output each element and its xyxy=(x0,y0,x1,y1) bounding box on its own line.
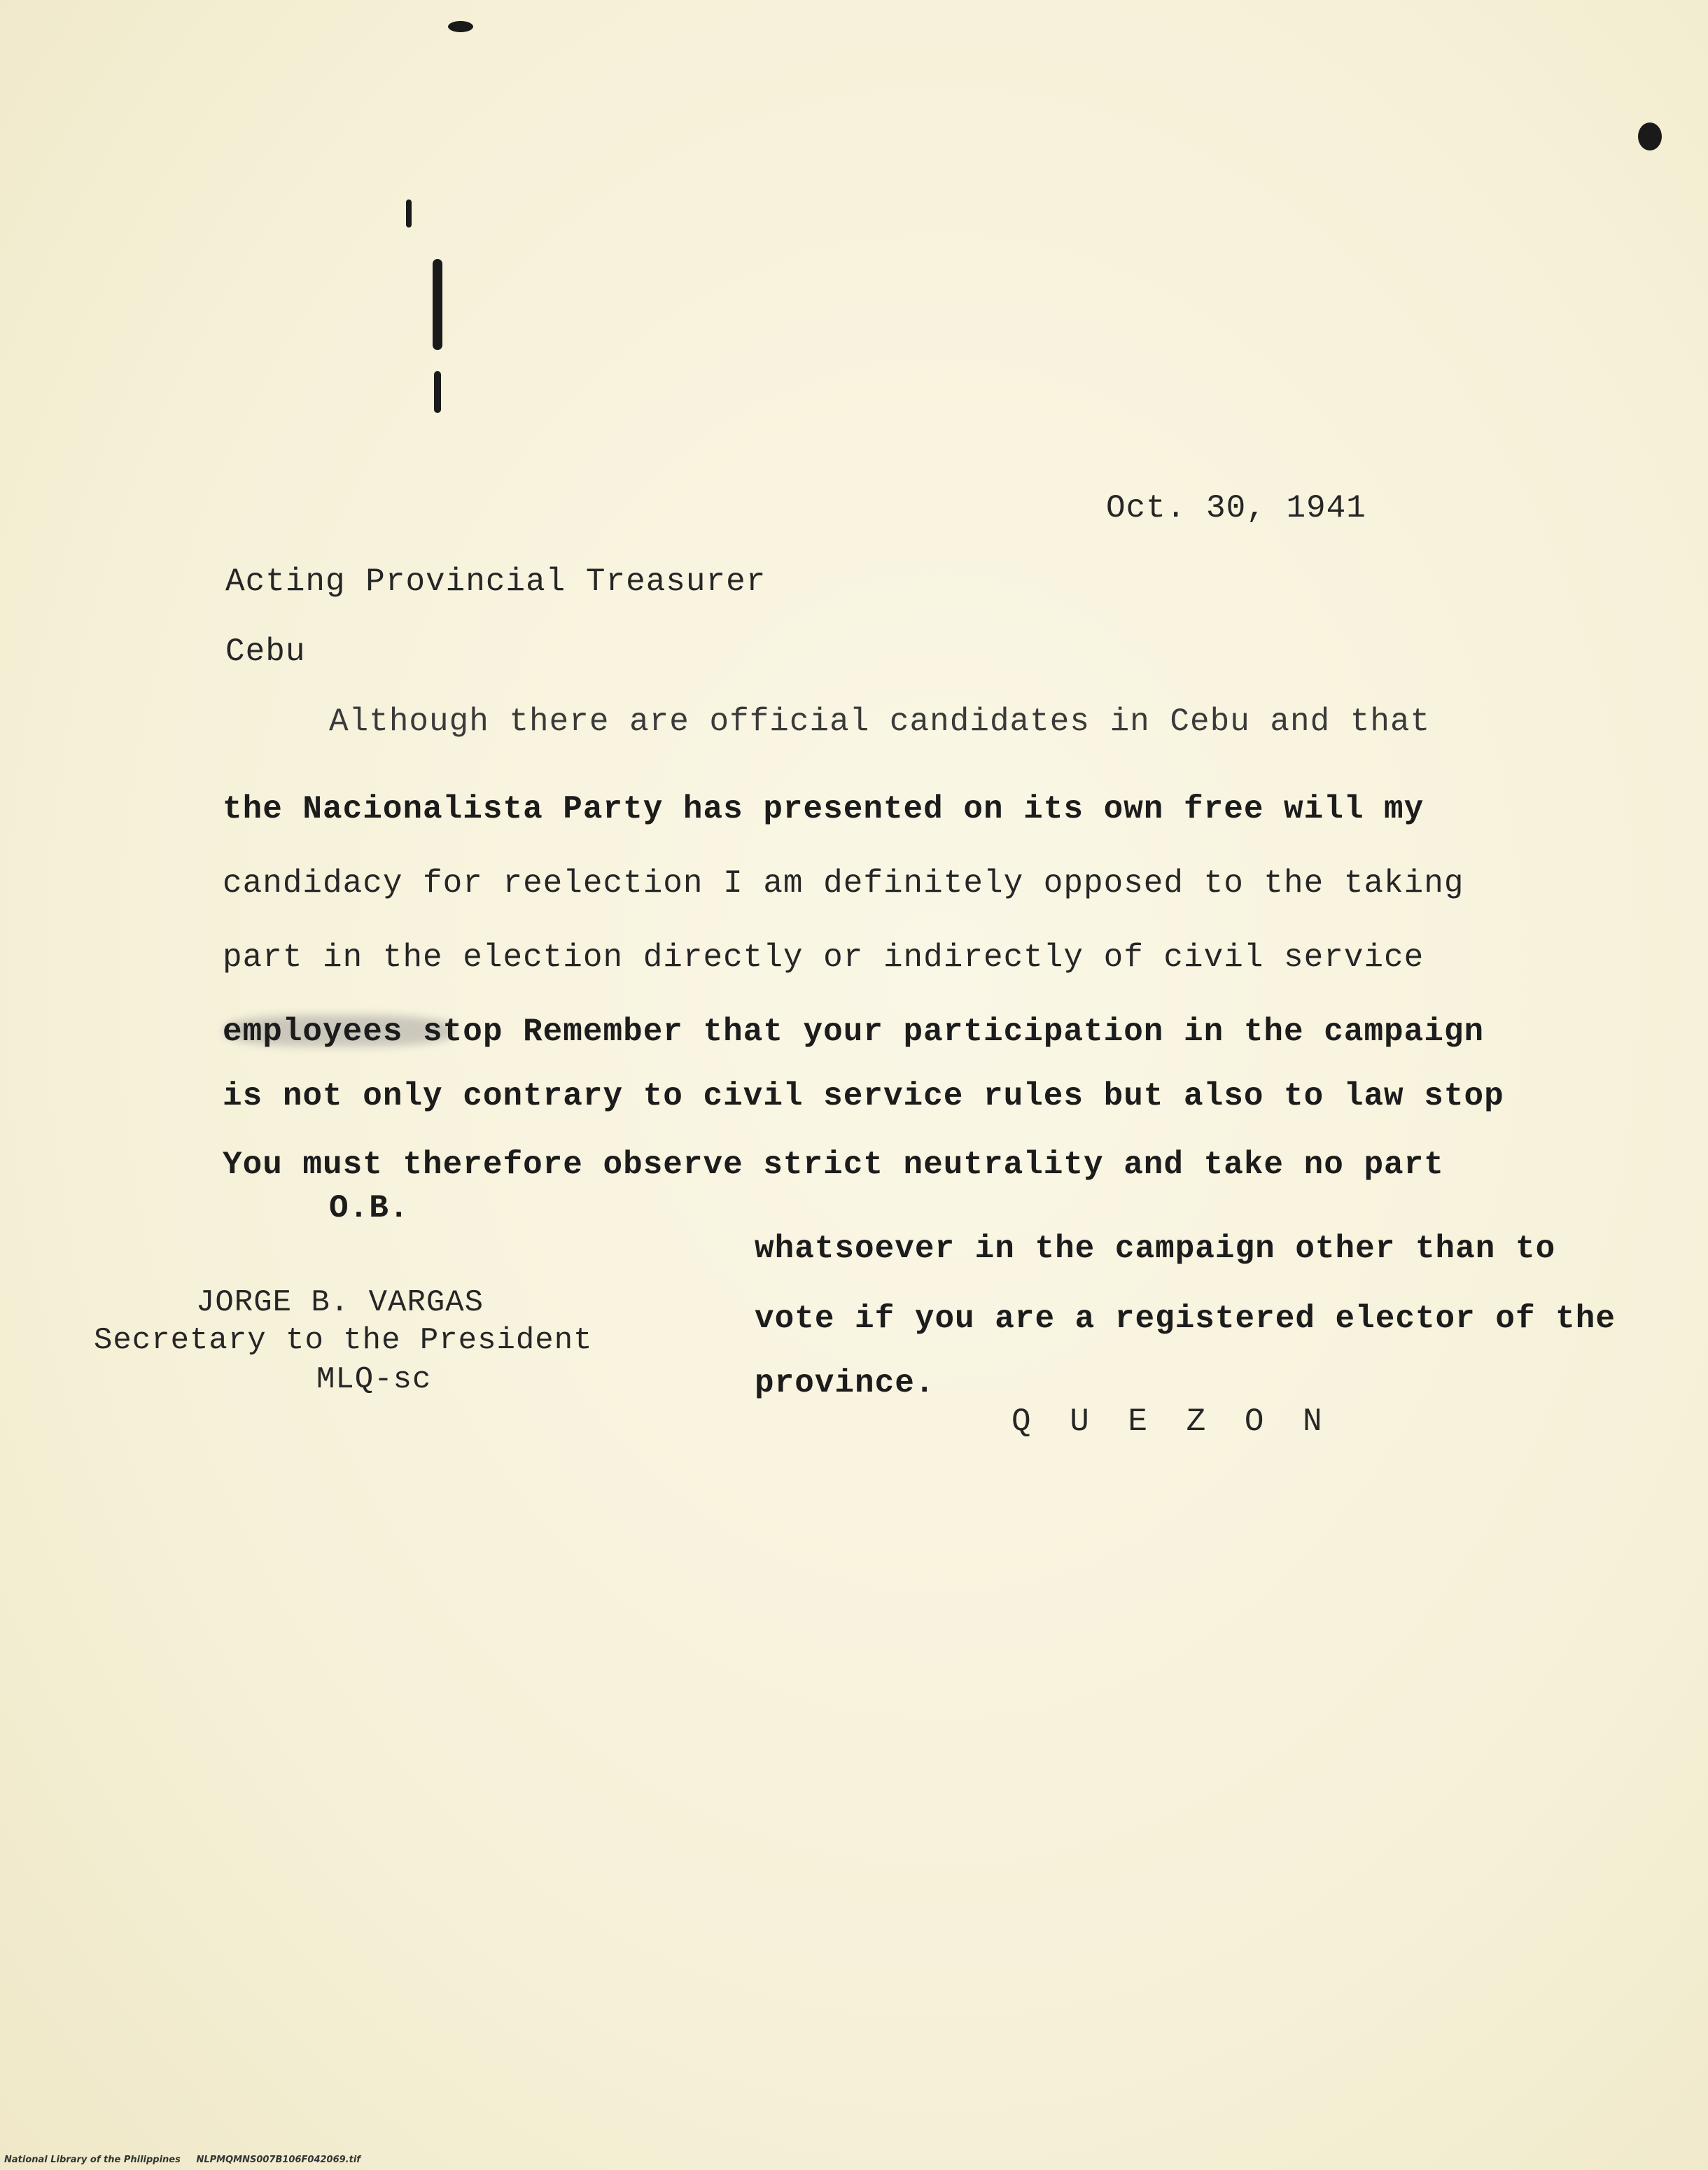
ink-mark-vertical-lower xyxy=(434,371,441,413)
body-line: employees stop Remember that your participation in the campaign xyxy=(223,1014,1485,1050)
body-line: the Nacionalista Party has presented on its own free will my xyxy=(223,791,1424,827)
sender-name: JORGE B. VARGAS xyxy=(196,1285,484,1320)
sender-title: Secretary to the President xyxy=(94,1323,593,1358)
letter-date: Oct. 30, 1941 xyxy=(1106,490,1366,526)
signature-quezon: Q U E Z O N xyxy=(1011,1404,1332,1440)
body-line: province. xyxy=(755,1365,935,1401)
ink-mark-vertical xyxy=(433,259,442,350)
archive-footer: National Library of the Philippines NLPMQMNS007B106F042069.tif xyxy=(4,2155,360,2165)
body-line: You must therefore observe strict neutrality and take no part xyxy=(223,1147,1444,1183)
body-line: whatsoever in the campaign other than to xyxy=(755,1231,1556,1267)
ink-blot-top xyxy=(448,21,473,32)
body-line: candidacy for reelection I am definitely opposed to the taking xyxy=(223,865,1464,902)
ink-mark-small xyxy=(406,200,412,227)
recipient-title: Acting Provincial Treasurer xyxy=(225,564,766,600)
body-line: vote if you are a registered elector of the xyxy=(755,1301,1616,1337)
ink-blot-right xyxy=(1638,122,1662,150)
body-line: is not only contrary to civil service rules but also to law stop xyxy=(223,1078,1504,1114)
sender-initials: MLQ-sc xyxy=(316,1362,432,1397)
body-line: Although there are official candidates in Cebu and that xyxy=(329,704,1431,740)
recipient-location: Cebu xyxy=(225,634,306,670)
body-line: part in the election directly or indirectly of civil service xyxy=(223,939,1424,976)
ob-mark: O.B. xyxy=(329,1190,410,1226)
